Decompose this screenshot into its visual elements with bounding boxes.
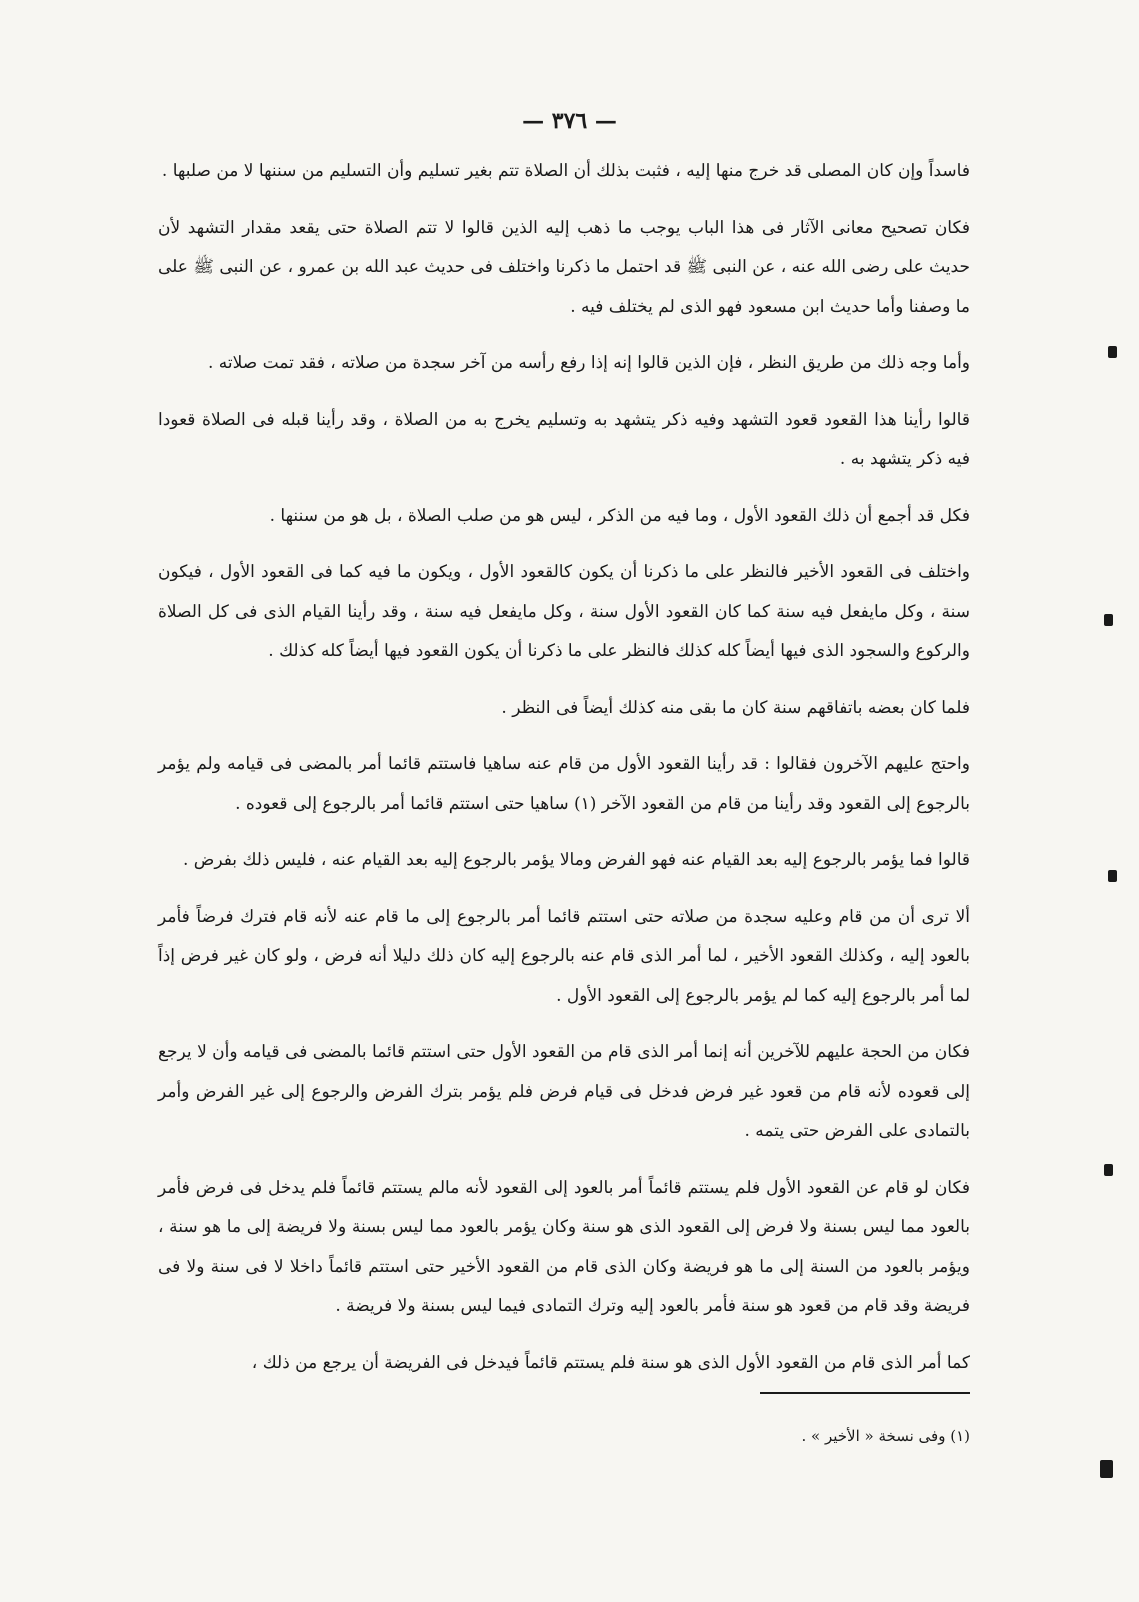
paragraph: فاسداً وإن كان المصلى قد خرج منها إليه ، فثبت بذلك أن الصلاة تتم بغير تسليم وأن التسليم من سننها لا من صلبها . <box>161 161 970 181</box>
margin-mark <box>1108 870 1117 882</box>
paragraph: واحتج عليهم الآخرون فقالوا : قد رأينا القعود الأول من قام عنه ساهيا فاستتم قائما أمر بالمضى فى قيامه ولم يؤمر بالرجوع إلى القعود وقد رأينا من قام من القعود الآخر (١) ساهيا حتى استتم قائما أمر بالرجوع إلى قعوده . <box>158 754 970 814</box>
paragraph: ألا ترى أن من قام وعليه سجدة من صلاته حتى استتم قائما أمر بالرجوع إلى ما قام عنه لأنه قام فترك فرضاً فأمر بالعود إليه ، وكذلك القعود الأخير ، لما أمر الذى قام عنه بالرجوع إليه كان ذلك دليلا أنه فرض ، ولو كان غير فرض إذاً لما أمر بالرجوع إليه كما لم يؤمر بالرجوع إلى القعود الأول . <box>158 906 970 1006</box>
paragraph: قالوا رأينا هذا القعود قعود التشهد وفيه ذكر يتشهد به وتسليم يخرج به من الصلاة ، وقد رأينا قبله فى الصلاة قعودا فيه ذكر يتشهد به . <box>158 409 970 469</box>
paragraph: واختلف فى القعود الأخير فالنظر على ما ذكرنا أن يكون كالقعود الأول ، ويكون ما فيه كما فى القعود الأول ، فيكون سنة ، وكل مايفعل فيه سنة كما كان القعود الأول سنة ، وكل مايفعل فيه سنة ، وقد رأينا القيام الذى فى كل الصلاة والركوع والسجود الذى فيها أيضاً كله كذلك فالنظر على ما ذكرنا أن يكون القعود فيها أيضاً كله كذلك . <box>158 562 970 661</box>
margin-mark <box>1104 1164 1113 1176</box>
footnote-divider <box>760 1392 970 1394</box>
paragraph: كما أمر الذى قام من القعود الأول الذى هو سنة فلم يستتم قائماً فيدخل فى الفريضة أن يرجع من ذلك ، <box>251 1352 970 1373</box>
page-number: — ٣٧٦ — <box>522 108 617 134</box>
paragraph: فكان لو قام عن القعود الأول فلم يستتم قائماً أمر بالعود إلى القعود لأنه مالم يستتم قائماً فلم يدخل فى فرض فأمر بالعود مما ليس بسنة ولا فرض إلى القعود الذى هو سنة وكان يؤمر بالعود مما ليس بسنة ولا فريضة إلى ما هو سنة ، ويؤمر بالعود من السنة إلى ما هو فريضة وكان الذى قام من القعود الأخير حتى استتم قائماً داخلا لا فى سنة ولا فى فريضة وقد قام من قعود هو سنة فأمر بالعود إليه وترك التمادى فيما ليس بسنة ولا فريضة . <box>158 1177 970 1316</box>
footnote: (١) وفى نسخة « الأخير » . <box>801 1427 970 1445</box>
paragraph: فكان تصحيح معانى الآثار فى هذا الباب يوجب ما ذهب إليه الذين قالوا لا تتم الصلاة حتى يقعد مقدار التشهد لأن حديث على رضى الله عنه ، عن النبى ﷺ قد احتمل ما ذكرنا واختلف فى حديث عبد الله بن عمرو ، عن النبى ﷺ على ما وصفنا وأما حديث ابن مسعود فهو الذى لم يختلف فيه . <box>158 217 971 317</box>
paragraph: قالوا فما يؤمر بالرجوع إليه بعد القيام عنه فهو الفرض ومالا يؤمر بالرجوع إليه بعد القيام عنه ، فليس ذلك بفرض . <box>182 850 970 870</box>
paragraph: فكل قد أجمع أن ذلك القعود الأول ، وما فيه من الذكر ، ليس هو من صلب الصلاة ، بل هو من سننها . <box>269 505 970 526</box>
margin-mark <box>1100 1460 1113 1478</box>
paragraph: فلما كان بعضه باتفاقهم سنة كان ما بقى منه كذلك أيضاً فى النظر . <box>501 697 970 718</box>
paragraph: فكان من الحجة عليهم للآخرين أنه إنما أمر الذى قام من القعود الأول حتى استتم قائما بالمضى فى قيامه وأن لا يرجع إلى قعوده لأنه قام من قعود غير فرض فدخل فى قيام فرض فلم يؤمر بترك الفرض والرجوع إلى غير الفرض وأمر بالتمادى على الفرض حتى يتمه . <box>158 1042 970 1141</box>
margin-mark <box>1104 614 1113 626</box>
body-text <box>158 152 970 1400</box>
margin-mark <box>1108 346 1117 358</box>
paragraph: وأما وجه ذلك من طريق النظر ، فإن الذين قالوا إنه إذا رفع رأسه من آخر سجدة من صلاته ، فقد تمت صلاته . <box>207 353 970 373</box>
